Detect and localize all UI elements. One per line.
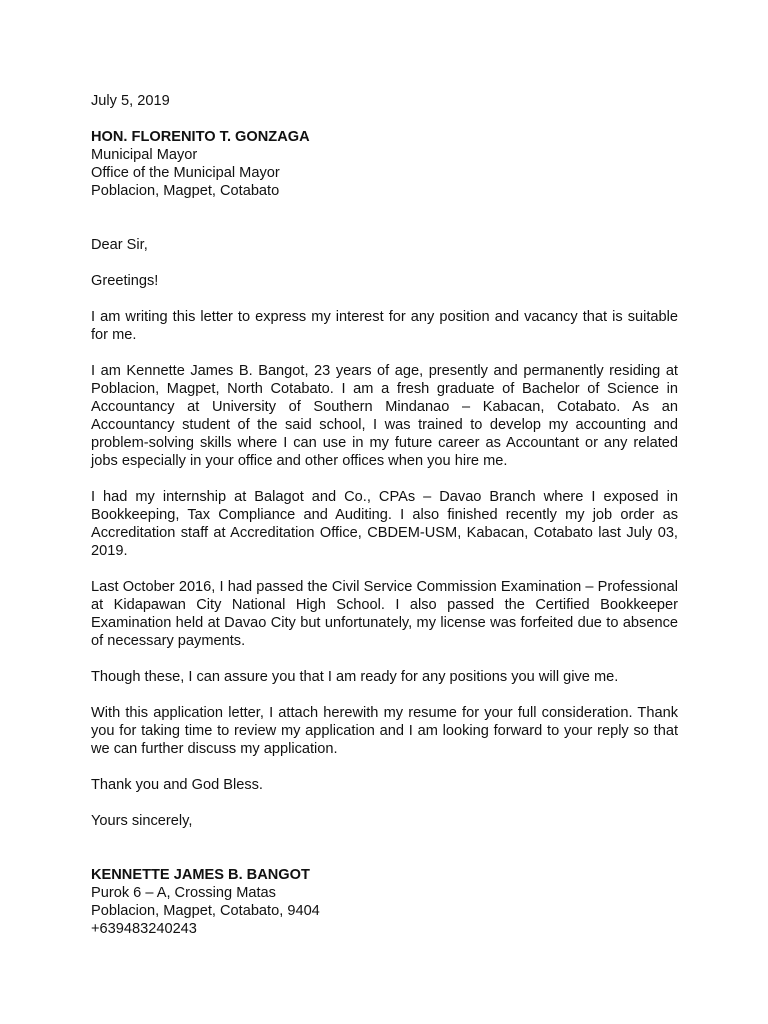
spacer	[91, 290, 678, 308]
greeting: Greetings!	[91, 273, 159, 289]
spacer	[91, 794, 678, 812]
spacer	[91, 254, 678, 272]
sender-phone: +639483240243	[91, 921, 197, 937]
spacer	[91, 344, 678, 362]
letter-date: July 5, 2019	[91, 93, 170, 109]
body-paragraph-exams: Last October 2016, I had passed the Civil Service Commission Examination – Professional at Kidapawan City National High School. I also passed the Certified Bookkeeper Examination held at Davao City but unfortunately, my license was forfeited due to absence of necessary payments.	[91, 579, 678, 649]
spacer	[91, 758, 678, 776]
recipient-title: Municipal Mayor	[91, 147, 198, 163]
spacer	[91, 650, 678, 668]
sender-address-line1: Purok 6 – A, Crossing Matas	[91, 885, 276, 901]
spacer	[91, 200, 678, 236]
body-paragraph-attachment: With this application letter, I attach herewith my resume for your full consideration. Thank you for taking time to review my application and I am looking forward to your reply so that we can further discuss my application.	[91, 705, 678, 757]
sender-address-line2: Poblacion, Magpet, Cotabato, 9404	[91, 903, 320, 919]
closing: Yours sincerely,	[91, 813, 193, 829]
body-paragraph-experience: I had my internship at Balagot and Co., CPAs – Davao Branch where I exposed in Bookkeeping, Tax Compliance and Auditing. I also finished recently my job order as Accreditation staff at Accreditation Office, CBDEM-USM, Kabacan, Cotabato last July 03, 2019.	[91, 489, 678, 559]
recipient-address: Poblacion, Magpet, Cotabato	[91, 183, 280, 199]
recipient-block	[91, 128, 678, 200]
body-paragraph-thanks: Thank you and God Bless.	[91, 777, 263, 793]
salutation: Dear Sir,	[91, 237, 148, 253]
recipient-office: Office of the Municipal Mayor	[91, 165, 280, 181]
sender-block	[91, 866, 678, 938]
body-paragraph-background: I am Kennette James B. Bangot, 23 years of age, presently and permanently residing at Poblacion, Magpet, North Cotabato. I am a fresh graduate of Bachelor of Science in Accountancy at University of Southern Mindanao – Kabacan, Cotabato. As an Accountancy student of the said school, I was trained to develop my accounting and problem-solving skills where I can use in my future career as Accountant or any related jobs especially in your office and other offices when you hire me.	[91, 363, 678, 469]
body-paragraph-interest: I am writing this letter to express my interest for any position and vacancy that is suitable for me.	[91, 309, 678, 343]
application-letter	[91, 92, 678, 938]
recipient-name: HON. FLORENITO T. GONZAGA	[91, 129, 310, 145]
spacer	[91, 686, 678, 704]
signature-space	[91, 830, 678, 866]
body-paragraph-assurance: Though these, I can assure you that I am ready for any positions you will give me.	[91, 669, 619, 685]
spacer	[91, 110, 678, 128]
spacer	[91, 560, 678, 578]
spacer	[91, 470, 678, 488]
sender-name: KENNETTE JAMES B. BANGOT	[91, 867, 310, 883]
